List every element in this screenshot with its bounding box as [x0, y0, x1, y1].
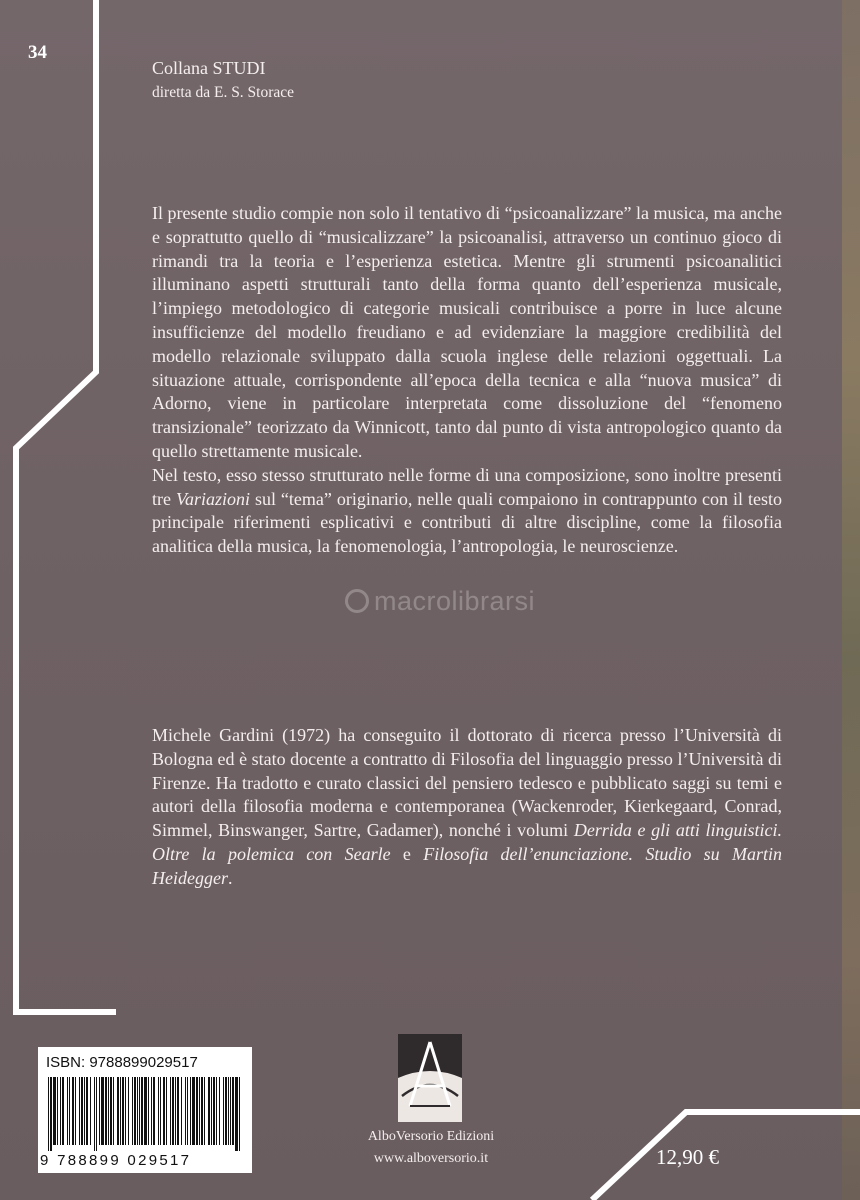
author-bio [152, 724, 782, 891]
barcode-bar [96, 1077, 97, 1151]
barcode-bar [230, 1077, 231, 1145]
watermark-text: macrolibrarsi [374, 586, 536, 616]
barcode-bar [239, 1077, 240, 1151]
author-bio-text: . [227, 867, 233, 888]
barcode-bar [190, 1077, 191, 1145]
barcode-bar [113, 1077, 114, 1145]
isbn-label: ISBN: 9788899029517 [46, 1054, 198, 1071]
price-corner-line [592, 1112, 860, 1200]
barcode-bar [144, 1077, 147, 1145]
series-name: Collana STUDI [152, 58, 266, 78]
barcode-bar [72, 1077, 74, 1145]
summary-italic-term: Variazioni [175, 488, 250, 509]
price: 12,90 € [656, 1145, 719, 1169]
barcode-bar [67, 1077, 68, 1145]
barcode-bar [122, 1077, 124, 1145]
barcode-bar [128, 1077, 129, 1145]
barcode-bar [204, 1077, 205, 1145]
author-bio-text: e [390, 843, 424, 864]
barcode-bar [170, 1077, 171, 1145]
barcode-bar [125, 1077, 126, 1145]
barcode-bar [232, 1077, 234, 1145]
barcode-bar [62, 1077, 64, 1145]
barcode-bar [223, 1077, 224, 1145]
barcode-bar [201, 1077, 203, 1145]
barcode-bar [86, 1077, 88, 1145]
barcode-bar [139, 1077, 140, 1145]
barcode-bar [99, 1077, 100, 1145]
barcode-bar [163, 1077, 165, 1145]
barcode-bar [75, 1077, 76, 1145]
barcode-bar [84, 1077, 85, 1145]
barcode-bar [196, 1077, 198, 1145]
barcode-bar [228, 1077, 229, 1145]
barcode-bar [53, 1077, 56, 1145]
summary-text: Nel testo, esso stesso strutturato nelle forme di una composizione, sono inoltre presenti tre [152, 464, 782, 509]
barcode-bar [225, 1077, 227, 1145]
barcode-bar [216, 1077, 217, 1145]
barcode-bar [213, 1077, 215, 1145]
watermark [345, 586, 535, 617]
barcode-digits: 9 788899 029517 [40, 1152, 192, 1169]
barcode-bar [177, 1077, 179, 1145]
barcode-bar [192, 1077, 195, 1145]
publisher-name: AlboVersorio Edizioni [367, 1129, 495, 1144]
barcode-bar [235, 1077, 238, 1151]
book-summary [152, 202, 782, 559]
barcode-bar [148, 1077, 149, 1145]
barcode-bar [208, 1077, 210, 1145]
watermark-ring-icon [345, 589, 369, 613]
barcode-bar [110, 1077, 112, 1145]
barcode-bar [108, 1077, 109, 1145]
barcode-bar [151, 1077, 152, 1145]
barcode-bar [137, 1077, 138, 1145]
barcode-bar [199, 1077, 200, 1145]
barcode-icon [46, 1077, 244, 1151]
barcode-bar [50, 1077, 52, 1151]
barcode-bar [132, 1077, 133, 1145]
barcode-bar [117, 1077, 119, 1145]
author-bio-paragraph [152, 724, 782, 891]
barcode-bar [48, 1077, 49, 1151]
barcode-box [38, 1047, 252, 1173]
series-director: diretta da E. S. Storace [152, 84, 295, 101]
book-title: Filosofia dell’enunciazione. Studio su Martin Heidegger [152, 843, 782, 888]
barcode-bar [69, 1077, 70, 1145]
barcode-bar [181, 1077, 182, 1145]
barcode-bar [219, 1077, 220, 1145]
book-title: Derrida e gli atti linguistici. Oltre la polemica con Searle [152, 820, 782, 864]
barcode-bar [175, 1077, 176, 1145]
barcode-bar [211, 1077, 212, 1145]
barcode-bar [134, 1077, 136, 1145]
publisher-url: www.alboversorio.it [373, 1151, 489, 1166]
summary-paragraph-1: Il presente studio compie non solo il tentativo di “psicoanalizzare” la musica, ma anche e soprattutto quello di “musicalizzare” la psicoanalisi, attraverso un continuo gioco di rimandi tra la teoria e l’esperienza estetica. Mentre gli strumenti psicoanalitici illuminano aspetti strutturali tanto della forma quanto dell’esperienza musicale, l’impiego metodologico di categorie musicali contribuisce a porre in luce alcune insufficienze del modello freudiano e ad evidenziare la maggiore credibilità del modello relazionale sviluppato dalla scuola inglese delle relazioni oggettuali. La situazione attuale, corrispondente all’epoca della tecnica e alla “nuova musica” di Adorno, viene in particolare interpretata come dissoluzione del “fenomeno transizionale” teorizzato da Winnicott, tanto dal punto di vista antropologico quanto da quello strettamente musicale. [152, 203, 782, 461]
barcode-bar [160, 1077, 161, 1145]
barcode-bar [101, 1077, 104, 1145]
series-number: 34 [28, 42, 47, 63]
barcode-bar [141, 1077, 143, 1145]
barcode-bar [185, 1077, 186, 1145]
barcode-bar [94, 1077, 95, 1151]
left-frame-line [16, 0, 116, 1012]
summary-text: sul “tema” originario, nelle quali compaiono in contrappunto con il testo principale riferimenti esplicativi e contributi di altre discipline, come la filosofia analitica della musica, la fenomenologia, l’antropologia, le neuroscienze. [152, 488, 782, 557]
barcode-bar [79, 1077, 80, 1145]
author-bio-text: Michele Gardini (1972) ha conseguito il dottorato di ricerca presso l’Università di Bologna ed è stato docente a contratto di Filosofia del linguaggio presso l’Università di Firenze. Ha tradotto e curato classici del pensiero tedesco e pubblicato saggi su temi e autori della filosofia moderna e contemporanea (Wackenroder, Kierkegaard, Conrad, Simmel, Binswanger, Sartre, Gadamer), nonché i volumi [152, 725, 782, 841]
barcode-bar [57, 1077, 58, 1145]
barcode-bar [153, 1077, 155, 1145]
barcode-bar [105, 1077, 107, 1145]
barcode-bar [166, 1077, 167, 1145]
barcode-bar [158, 1077, 159, 1145]
summary-paragraph-2 [152, 464, 782, 559]
barcode-bar [60, 1077, 61, 1145]
barcode-bar [90, 1077, 91, 1145]
barcode-bar [81, 1077, 83, 1145]
barcode-bar [120, 1077, 121, 1145]
barcode-bar [187, 1077, 188, 1145]
publisher-logo-icon [398, 1034, 462, 1122]
barcode-bar [172, 1077, 174, 1145]
